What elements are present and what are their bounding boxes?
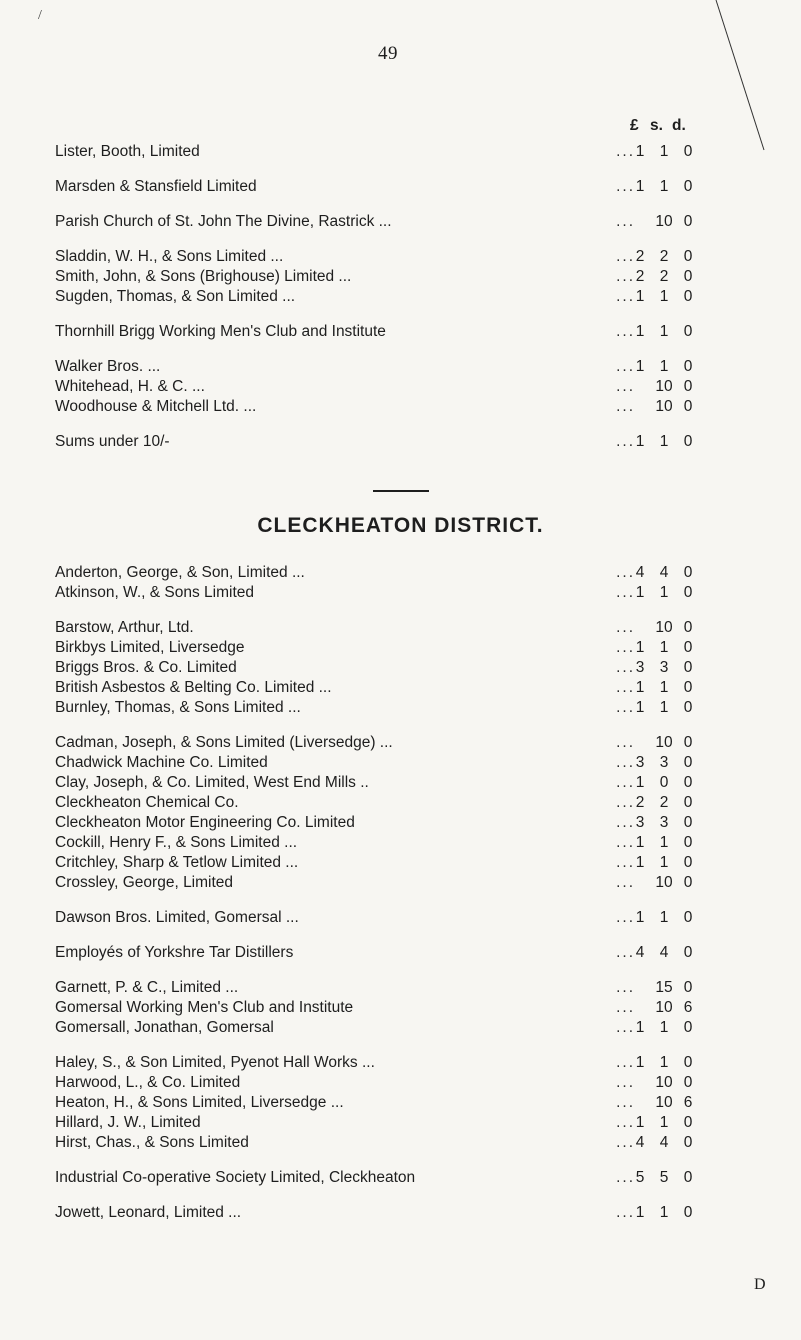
pence-amount: 0 [683,639,693,656]
subscriber-name: Barstow, Arthur, Ltd. [55,619,194,636]
shillings-amount: 1 [659,909,669,926]
subscriber-name: Woodhouse & Mitchell Ltd. ... [55,398,257,415]
pence-amount: 0 [683,874,693,891]
pence-amount: 0 [683,1169,693,1186]
leader-dots: ... [616,979,635,996]
section-divider [373,490,429,492]
leader-dots: ... [616,659,635,676]
list-item [55,356,745,378]
leader-dots: ... [616,1169,635,1186]
pence-amount: 0 [683,814,693,831]
leader-dots: ... [616,1094,635,1111]
pence-amount: 0 [683,1134,693,1151]
leader-dots: ... [616,639,635,656]
leader-dots: ... [616,248,635,265]
leader-dots: ... [616,1114,635,1131]
shillings-amount: 1 [659,1054,669,1071]
list-item [55,562,745,584]
subscriber-name: Cleckheaton Chemical Co. [55,794,239,811]
pence-amount: 0 [683,944,693,961]
subscriber-name: Smith, John, & Sons (Brighouse) Limited ... [55,268,352,285]
leader-dots: ... [616,754,635,771]
list-item [55,697,745,719]
shillings-amount: 10 [655,734,673,751]
list-item [55,872,745,894]
pence-amount: 0 [683,1054,693,1071]
list-item [55,752,745,774]
list-item [55,246,745,268]
stray-mark: / [38,8,42,23]
subscriber-name: Marsden & Stansfield Limited [55,178,257,195]
pence-amount: 0 [683,268,693,285]
pence-amount: 0 [683,378,693,395]
pence-amount: 0 [683,1019,693,1036]
list-item [55,176,745,198]
list-item [55,286,745,308]
subscriber-name: Clay, Joseph, & Co. Limited, West End Mills .. [55,774,369,791]
subscriber-name: Birkbys Limited, Liversedge [55,639,245,656]
subscriber-name: Garnett, P. & C., Limited ... [55,979,239,996]
pence-amount: 0 [683,433,693,450]
subscriber-name: Jowett, Leonard, Limited ... [55,1204,242,1221]
list-item [55,942,745,964]
pence-amount: 0 [683,584,693,601]
list-item [55,1167,745,1189]
pence-amount: 0 [683,213,693,230]
pounds-amount: 1 [635,1019,645,1036]
subscriber-name: Briggs Bros. & Co. Limited [55,659,237,676]
list-item [55,1017,745,1039]
pounds-column-head: £ [630,117,639,134]
list-item [55,732,745,754]
pence-amount: 0 [683,659,693,676]
leader-dots: ... [616,874,635,891]
subscriber-name: Parish Church of St. John The Divine, Rastrick ... [55,213,392,230]
shillings-amount: 1 [659,854,669,871]
subscriber-name: Sladdin, W. H., & Sons Limited ... [55,248,284,265]
pence-amount: 0 [683,323,693,340]
shillings-amount: 1 [659,679,669,696]
leader-dots: ... [616,1074,635,1091]
shillings-amount: 1 [659,1019,669,1036]
pence-amount: 0 [683,679,693,696]
pounds-amount: 1 [635,584,645,601]
pence-amount: 0 [683,248,693,265]
pounds-amount: 1 [635,323,645,340]
pounds-amount: 1 [635,1054,645,1071]
shillings-amount: 2 [659,268,669,285]
list-item [55,657,745,679]
shillings-amount: 5 [659,1169,669,1186]
pence-amount: 0 [683,1114,693,1131]
shillings-amount: 1 [659,288,669,305]
subscriber-name: Sugden, Thomas, & Son Limited ... [55,288,296,305]
shillings-amount: 2 [659,794,669,811]
shillings-amount: 4 [659,564,669,581]
subscriber-name: Burnley, Thomas, & Sons Limited ... [55,699,301,716]
list-item [55,582,745,604]
leader-dots: ... [616,854,635,871]
list-item [55,1052,745,1074]
pence-amount: 0 [683,834,693,851]
pence-column-head: d. [672,117,686,134]
subscriber-name: Whitehead, H. & C. ... [55,378,205,395]
pounds-amount: 1 [635,433,645,450]
shillings-amount: 10 [655,1074,673,1091]
subscriber-name: Haley, S., & Son Limited, Pyenot Hall Works ... [55,1054,375,1071]
leader-dots: ... [616,909,635,926]
pence-amount: 0 [683,854,693,871]
list-item [55,1112,745,1134]
leader-dots: ... [616,358,635,375]
pence-amount: 6 [683,1094,693,1111]
pounds-amount: 5 [635,1169,645,1186]
leader-dots: ... [616,794,635,811]
shillings-amount: 1 [659,323,669,340]
list-item [55,617,745,639]
shillings-amount: 1 [659,584,669,601]
leader-dots: ... [616,584,635,601]
list-item [55,852,745,874]
subscriber-name: Dawson Bros. Limited, Gomersal ... [55,909,299,926]
shillings-amount: 1 [659,1114,669,1131]
shillings-amount: 1 [659,143,669,160]
leader-dots: ... [616,944,635,961]
list-item [55,677,745,699]
pounds-amount: 1 [635,358,645,375]
subscriber-name: Cleckheaton Motor Engineering Co. Limited [55,814,355,831]
pence-amount: 0 [683,178,693,195]
pence-amount: 0 [683,909,693,926]
pounds-amount: 2 [635,794,645,811]
list-item [55,907,745,929]
leader-dots: ... [616,699,635,716]
pence-amount: 0 [683,398,693,415]
shillings-amount: 4 [659,1134,669,1151]
subscriber-name: Employés of Yorkshre Tar Distillers [55,944,294,961]
pence-amount: 0 [683,734,693,751]
pounds-amount: 2 [635,248,645,265]
subscriber-name: Lister, Booth, Limited [55,143,200,160]
pounds-amount: 3 [635,814,645,831]
pence-amount: 0 [683,1074,693,1091]
shillings-amount: 1 [659,433,669,450]
pounds-amount: 3 [635,754,645,771]
list-item [55,792,745,814]
pounds-amount: 1 [635,699,645,716]
shillings-amount: 3 [659,814,669,831]
leader-dots: ... [616,734,635,751]
shillings-amount: 3 [659,659,669,676]
leader-dots: ... [616,378,635,395]
pounds-amount: 1 [635,854,645,871]
pence-amount: 0 [683,979,693,996]
subscriber-name: Hillard, J. W., Limited [55,1114,201,1131]
pounds-amount: 1 [635,178,645,195]
shillings-amount: 10 [655,874,673,891]
pence-amount: 0 [683,143,693,160]
leader-dots: ... [616,178,635,195]
pounds-amount: 2 [635,268,645,285]
leader-dots: ... [616,323,635,340]
list-item [55,376,745,398]
leader-dots: ... [616,564,635,581]
shillings-column-head: s. [650,117,663,134]
list-item [55,1092,745,1114]
shillings-amount: 10 [655,213,673,230]
list-item [55,321,745,343]
subscriber-name: Harwood, L., & Co. Limited [55,1074,241,1091]
leader-dots: ... [616,834,635,851]
signature-mark: D [754,1276,766,1293]
section-title: CLECKHEATON DISTRICT. [257,514,544,537]
pence-amount: 0 [683,774,693,791]
list-item [55,832,745,854]
pence-amount: 0 [683,564,693,581]
shillings-amount: 1 [659,834,669,851]
shillings-amount: 0 [659,774,669,791]
page-number: 49 [378,43,398,64]
list-item [55,772,745,794]
shillings-amount: 10 [655,1094,673,1111]
list-item [55,1072,745,1094]
subscriber-name: Hirst, Chas., & Sons Limited [55,1134,249,1151]
subscriber-name: Anderton, George, & Son, Limited ... [55,564,305,581]
leader-dots: ... [616,679,635,696]
pounds-amount: 1 [635,774,645,791]
subscriber-name: Crossley, George, Limited [55,874,234,891]
leader-dots: ... [616,288,635,305]
pounds-amount: 1 [635,143,645,160]
shillings-amount: 10 [655,378,673,395]
shillings-amount: 10 [655,619,673,636]
shillings-amount: 1 [659,699,669,716]
pounds-amount: 1 [635,834,645,851]
leader-dots: ... [616,619,635,636]
shillings-amount: 10 [655,398,673,415]
list-item [55,211,745,233]
subscriber-name: Gomersall, Jonathan, Gomersal [55,1019,274,1036]
shillings-amount: 1 [659,178,669,195]
pounds-amount: 3 [635,659,645,676]
pounds-amount: 1 [635,1114,645,1131]
subscriber-name: Critchley, Sharp & Tetlow Limited ... [55,854,299,871]
subscriber-name: Cockill, Henry F., & Sons Limited ... [55,834,298,851]
pounds-amount: 4 [635,564,645,581]
pounds-amount: 1 [635,1204,645,1221]
list-item [55,266,745,288]
subscriber-name: Atkinson, W., & Sons Limited [55,584,255,601]
leader-dots: ... [616,774,635,791]
shillings-amount: 4 [659,944,669,961]
list-item [55,977,745,999]
subscriber-name: Sums under 10/- [55,433,170,450]
leader-dots: ... [616,213,635,230]
list-item [55,431,745,453]
leader-dots: ... [616,1019,635,1036]
subscriber-name: Walker Bros. ... [55,358,161,375]
pounds-amount: 4 [635,944,645,961]
shillings-amount: 3 [659,754,669,771]
pounds-amount: 1 [635,639,645,656]
pence-amount: 0 [683,794,693,811]
leader-dots: ... [616,143,635,160]
list-item [55,637,745,659]
subscriber-name: Industrial Co-operative Society Limited, Cleckheaton [55,1169,416,1186]
list-item [55,1132,745,1154]
leader-dots: ... [616,814,635,831]
pence-amount: 0 [683,1204,693,1221]
pence-amount: 6 [683,999,693,1016]
leader-dots: ... [616,433,635,450]
leader-dots: ... [616,1054,635,1071]
pence-amount: 0 [683,619,693,636]
shillings-amount: 1 [659,1204,669,1221]
subscriber-name: Gomersal Working Men's Club and Institute [55,999,354,1016]
pence-amount: 0 [683,754,693,771]
leader-dots: ... [616,1204,635,1221]
shillings-amount: 1 [659,358,669,375]
subscriber-name: Cadman, Joseph, & Sons Limited (Liversedge) ... [55,734,393,751]
list-item [55,1202,745,1224]
list-item [55,396,745,418]
pounds-amount: 1 [635,288,645,305]
shillings-amount: 15 [655,979,673,996]
pence-amount: 0 [683,358,693,375]
list-item [55,141,745,163]
pence-amount: 0 [683,699,693,716]
leader-dots: ... [616,398,635,415]
pounds-amount: 1 [635,679,645,696]
pence-amount: 0 [683,288,693,305]
subscriber-name: Heaton, H., & Sons Limited, Liversedge ... [55,1094,344,1111]
shillings-amount: 1 [659,639,669,656]
pounds-amount: 1 [635,909,645,926]
shillings-amount: 2 [659,248,669,265]
leader-dots: ... [616,999,635,1016]
subscriber-name: Chadwick Machine Co. Limited [55,754,268,771]
subscriber-name: Thornhill Brigg Working Men's Club and Institute [55,323,386,340]
list-item [55,812,745,834]
list-item [55,997,745,1019]
pounds-amount: 4 [635,1134,645,1151]
leader-dots: ... [616,268,635,285]
subscriber-name: British Asbestos & Belting Co. Limited ... [55,679,332,696]
shillings-amount: 10 [655,999,673,1016]
leader-dots: ... [616,1134,635,1151]
